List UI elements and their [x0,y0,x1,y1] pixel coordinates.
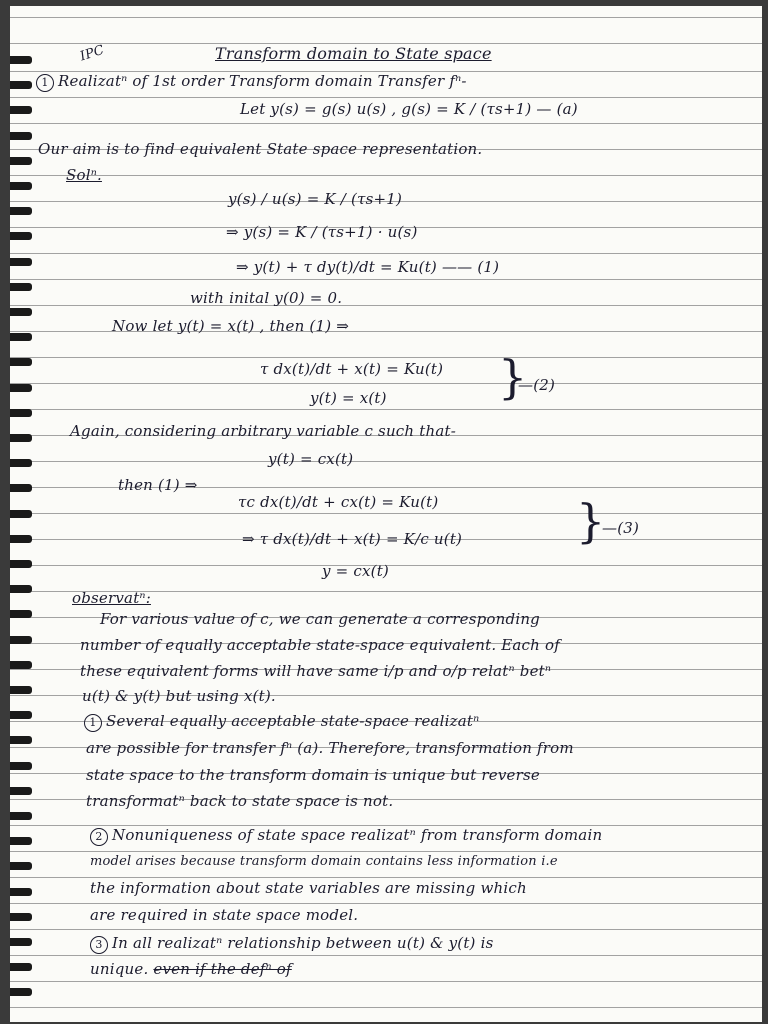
spiral-ring [10,434,32,442]
initial-condition: with inital y(0) = 0. [190,289,343,307]
spiral-ring [10,81,32,89]
obs-p2-line-4: transformatⁿ back to state space is not. [86,792,394,810]
obs-p2-line-3: state space to the transform domain is unique but reverse [86,766,540,784]
observation-label: observatⁿ: [72,589,151,607]
spiral-ring [10,762,32,770]
obs-p4-line-2: unique. even if the defⁿ of [90,960,292,978]
spiral-ring [10,938,32,946]
spiral-ring [10,535,32,543]
spiral-ring [10,560,32,568]
spiral-ring [10,963,32,971]
equation-3: ⇒ y(t) + τ dy(t)/dt = Ku(t) —— (1) [236,258,500,276]
spiral-ring [10,157,32,165]
obs-p1-line-1: For various value of c, we can generate a corresponding [100,610,540,628]
equation-2b: y(t) = x(t) [310,389,387,407]
spiral-ring [10,484,32,492]
obs-marker-3: 3 [90,936,108,954]
spiral-ring [10,384,32,392]
intro-line-2: Let y(s) = g(s) u(s) , g(s) = K / (τs+1) — (a) [240,100,578,118]
struck-text: even if the defⁿ of [153,960,292,978]
notebook-page [10,6,762,1022]
spiral-ring [10,409,32,417]
obs-p3-line-2: model arises because transform domain contains less information i.e [90,854,558,869]
obs-p4-line-1: 3 In all realizatⁿ relationship between u(t) & y(t) is [90,934,493,954]
spiral-ring [10,358,32,366]
spiral-ring [10,459,32,467]
brace-3: } [576,494,606,548]
intro-line-1: 1 Realizatⁿ of 1st order Transform domain Transfer fⁿ- [36,72,467,92]
obs-p3-line-1: 2 Nonuniqueness of state space realizatⁿ from transform domain [90,826,602,846]
equation-3c: y = cx(t) [322,562,389,580]
again-line: Again, considering arbitrary variable c such that- [70,422,456,440]
spiral-ring [10,661,32,669]
spiral-ring [10,585,32,593]
spiral-ring [10,106,32,114]
equation-7: y(t) = cx(t) [268,450,354,468]
brace-2: } [498,350,528,404]
obs-p1-line-2: number of equally acceptable state-space equivalent. Each of [80,636,560,654]
obs-p3-line-4: are required in state space model. [90,906,359,924]
solution-label: Solⁿ. [66,166,102,184]
spiral-ring [10,862,32,870]
spiral-ring [10,333,32,341]
spiral-ring [10,913,32,921]
spiral-ring [10,711,32,719]
equation-marker-3: —(3) [602,519,640,537]
equation-1: y(s) / u(s) = K / (τs+1) [228,190,403,208]
equation-2a: τ dx(t)/dt + x(t) = Ku(t) [260,360,444,378]
item-marker: 1 [36,74,54,92]
spiral-ring [10,56,32,64]
obs-marker-1: 1 [84,714,102,732]
obs-p1-line-4: u(t) & y(t) but using x(t). [82,687,276,705]
spiral-ring [10,132,32,140]
spiral-ring [10,888,32,896]
spiral-ring [10,610,32,618]
page-title: Transform domain to State space [215,44,492,63]
spiral-ring [10,308,32,316]
spiral-ring [10,182,32,190]
equation-marker-2: —(2) [518,376,556,394]
spiral-ring [10,258,32,266]
spiral-ring [10,812,32,820]
spiral-ring [10,787,32,795]
spiral-ring [10,283,32,291]
equation-3a: τc dx(t)/dt + cx(t) = Ku(t) [238,493,439,511]
intro-line-3: Our aim is to find equivalent State space representation. [38,140,483,158]
spiral-ring [10,232,32,240]
spiral-ring [10,988,32,996]
obs-marker-2: 2 [90,828,108,846]
obs-p1-line-3: these equivalent forms will have same i/p and o/p relatⁿ betⁿ [80,662,552,680]
spiral-ring [10,636,32,644]
spiral-ring [10,510,32,518]
equation-3b: ⇒ τ dx(t)/dt + x(t) = K/c u(t) [242,530,463,548]
course-tag: IPC [78,42,107,65]
substitution-line: Now let y(t) = x(t) , then (1) ⇒ [112,317,350,335]
spiral-ring [10,686,32,694]
obs-p2-line-1: 1 Several equally acceptable state-space realizatⁿ [84,712,479,732]
spiral-ring [10,837,32,845]
obs-p2-line-2: are possible for transfer fⁿ (a). Therefore, transformation from [86,739,574,757]
spiral-ring [10,736,32,744]
then-line: then (1) ⇒ [118,476,198,494]
obs-p3-line-3: the information about state variables are missing which [90,879,527,897]
equation-2: ⇒ y(s) = K / (τs+1) · u(s) [226,223,418,241]
spiral-binding [10,6,40,1022]
spiral-ring [10,207,32,215]
